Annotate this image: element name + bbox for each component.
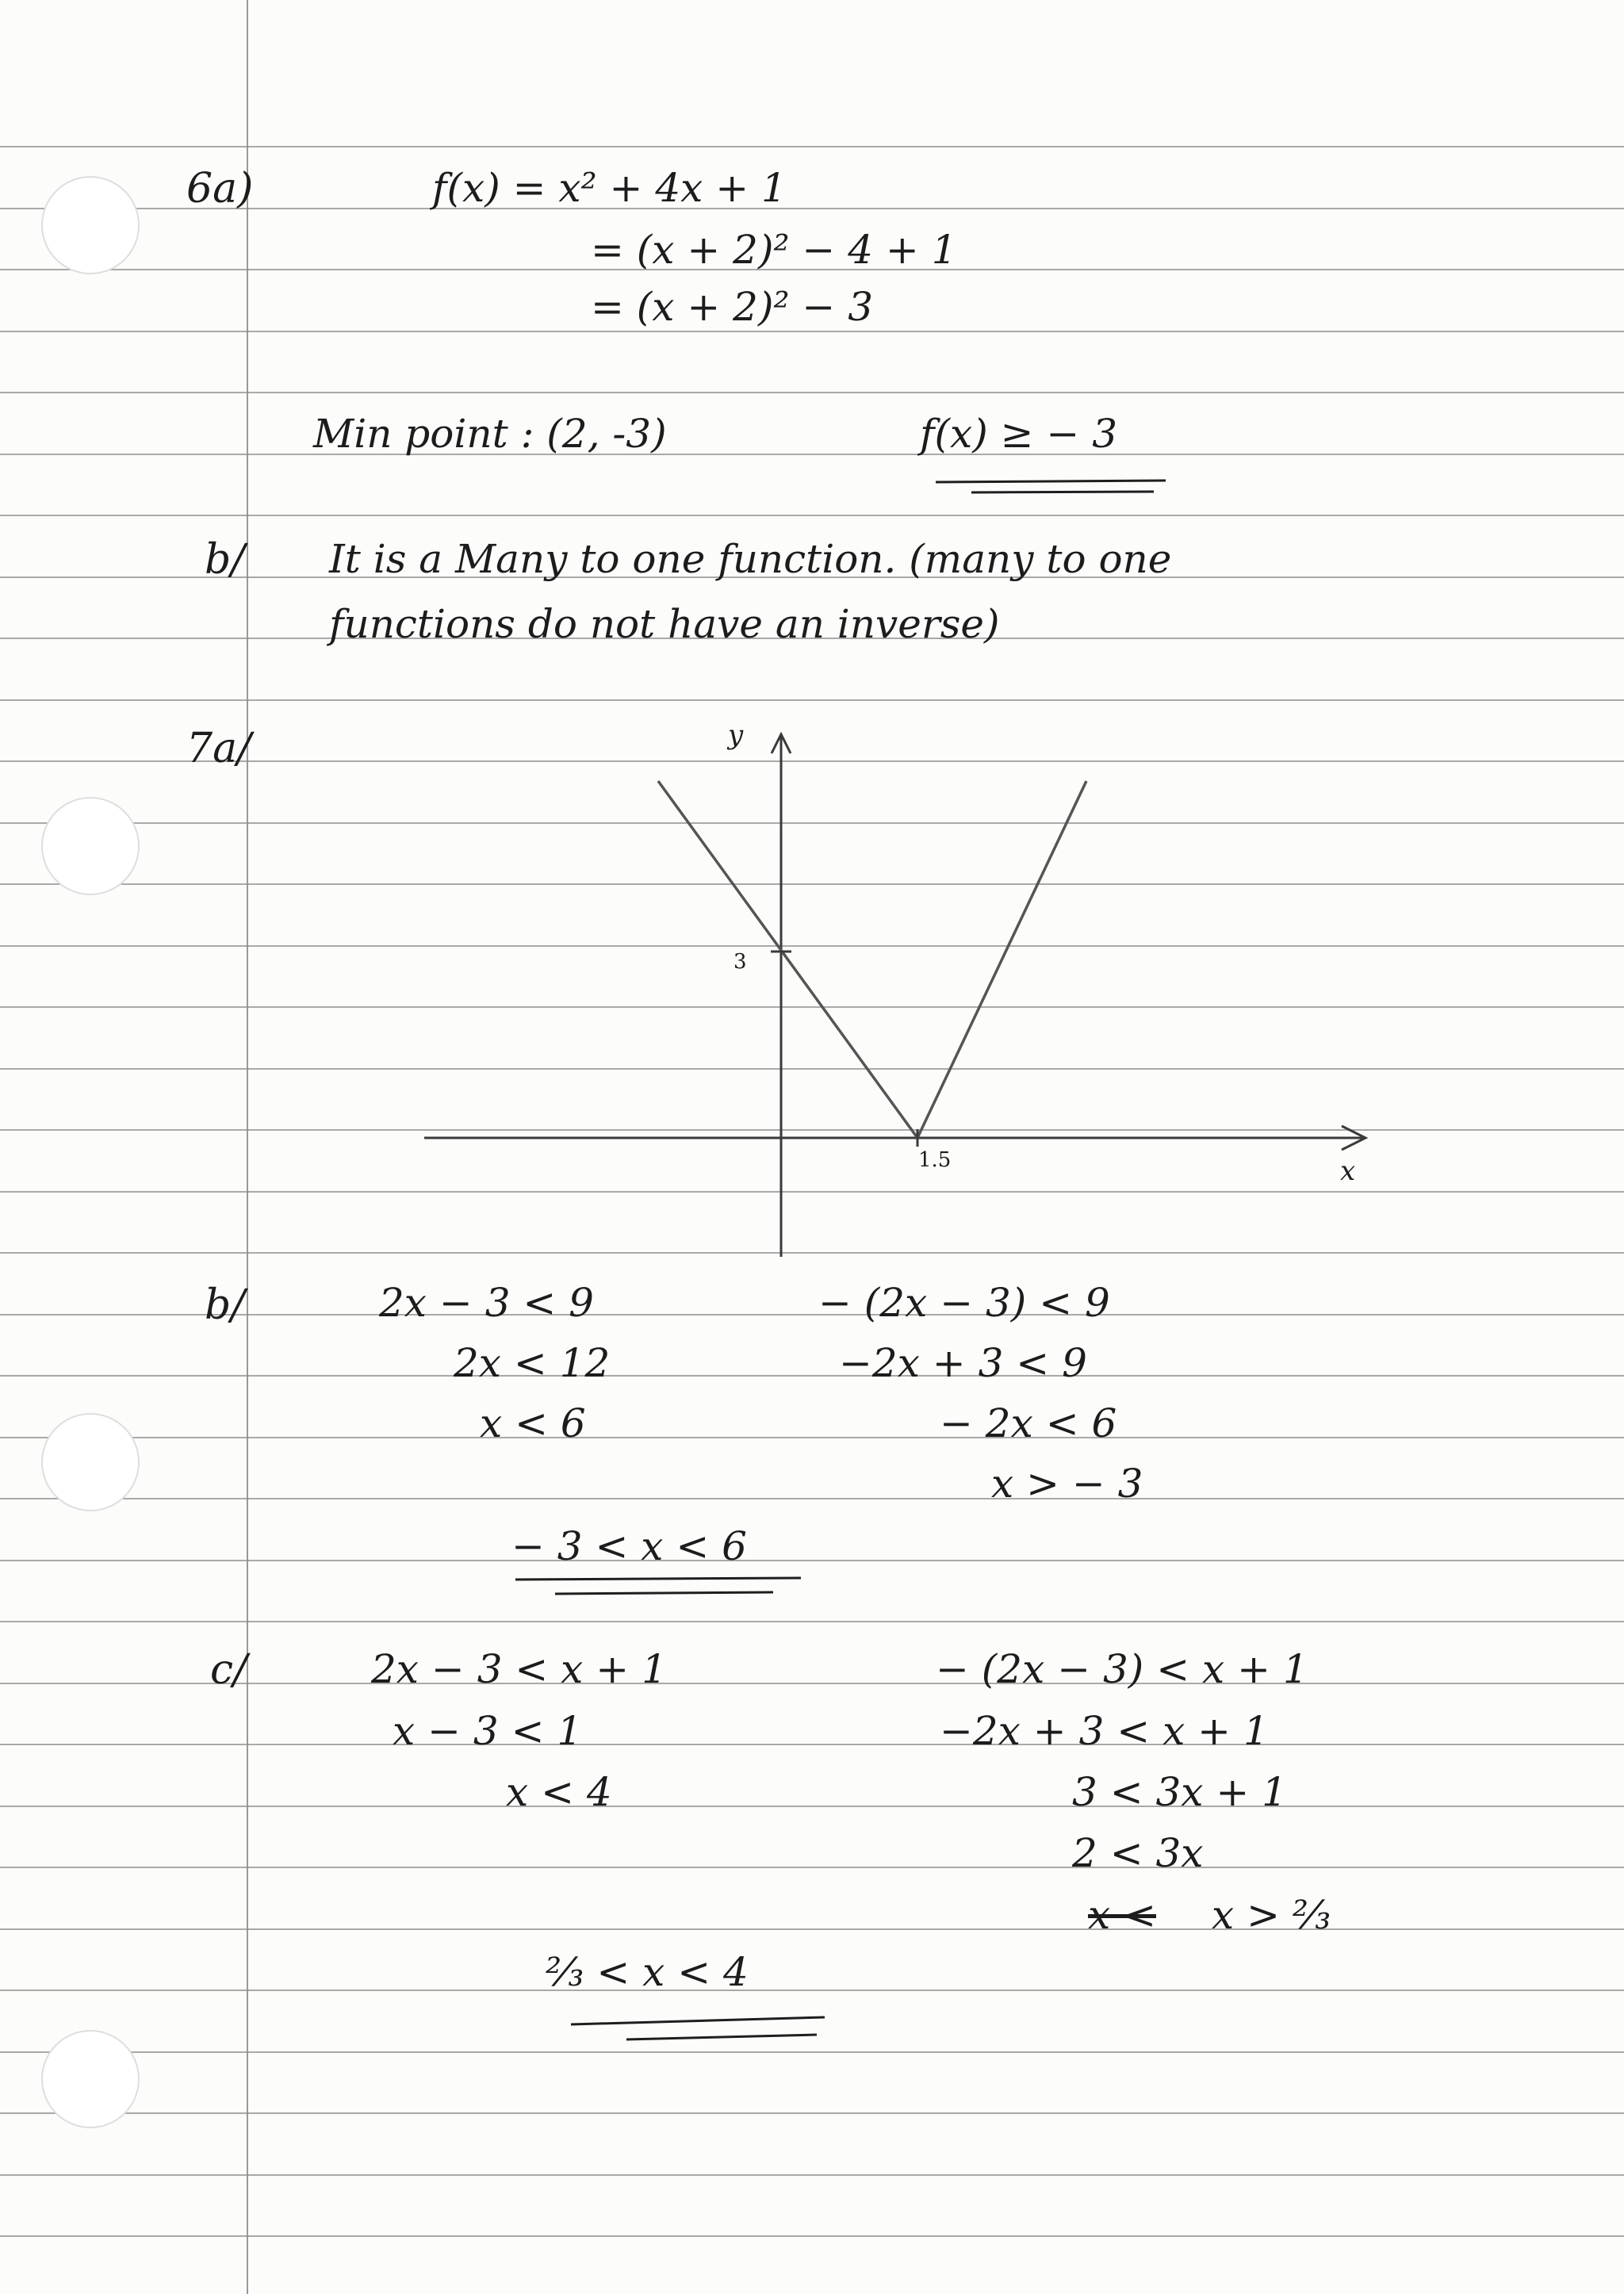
modulus-graph [424, 734, 1365, 1257]
range-underline-1 [936, 481, 1166, 482]
q7c-right-line-5: x > ⅔ [1212, 1892, 1331, 1938]
q7c-left-line-1: 2x − 3 < x + 1 [371, 1646, 667, 1692]
q7b-right-line-3: − 2x < 6 [940, 1400, 1117, 1446]
graph-y-axis-label: y [728, 719, 744, 751]
q7b-left-line-3: x < 6 [480, 1400, 586, 1446]
q6a-line-2: = (x + 2)² − 4 + 1 [591, 227, 957, 273]
answer-7c-underline-1 [571, 2017, 825, 2024]
q7c-right-line-2: −2x + 3 < x + 1 [940, 1708, 1269, 1754]
question-6a-label: 6a) [186, 165, 254, 213]
q7c-left-line-2: x − 3 < 1 [393, 1708, 583, 1754]
q6b-line-1: It is a Many to one function. (many to one [329, 536, 1172, 582]
q6a-line-3: = (x + 2)² − 3 [591, 284, 874, 330]
answer-7b-underline-1 [515, 1578, 801, 1580]
q6a-range: f(x) ≥ − 3 [920, 411, 1117, 457]
q7c-right-line-1: − (2x − 3) < x + 1 [936, 1646, 1308, 1692]
graph-vertex-label: 1.5 [918, 1148, 952, 1172]
answer-7b-underline-2 [555, 1592, 773, 1594]
answer-7c-underline-2 [626, 2035, 817, 2039]
q7b-right-line-1: − (2x − 3) < 9 [818, 1280, 1110, 1326]
q7c-answer: ⅔ < x < 4 [546, 1949, 749, 1995]
q7b-right-line-4: x > − 3 [991, 1461, 1143, 1507]
q7b-left-line-1: 2x − 3 < 9 [379, 1280, 594, 1326]
q7c-left-line-3: x < 4 [506, 1769, 612, 1815]
q6a-min-point: Min point : (2, -3) [313, 411, 667, 457]
question-7a-label: 7a/ [186, 725, 251, 772]
q7c-right-line-4: 2 < 3x [1072, 1830, 1204, 1876]
question-7b-label: b/ [205, 1281, 245, 1329]
q7b-right-line-2: −2x + 3 < 9 [839, 1340, 1087, 1386]
q6a-line-1: f(x) = x² + 4x + 1 [432, 165, 787, 211]
graph-v-shape [658, 781, 1086, 1138]
graph-x-axis-label: x [1340, 1155, 1356, 1187]
q7c-right-line-3: 3 < 3x + 1 [1072, 1769, 1287, 1815]
q6b-line-2: functions do not have an inverse) [329, 601, 1000, 647]
answer-underlines [515, 481, 1166, 2039]
q7b-answer: − 3 < x < 6 [511, 1523, 747, 1569]
graph-y-intercept-label: 3 [733, 950, 747, 974]
question-6b-label: b/ [205, 536, 245, 584]
question-7c-label: c/ [210, 1646, 247, 1694]
q7b-left-line-2: 2x < 12 [454, 1340, 611, 1386]
q7c-crossed-out-text: x < [1088, 1892, 1156, 1938]
